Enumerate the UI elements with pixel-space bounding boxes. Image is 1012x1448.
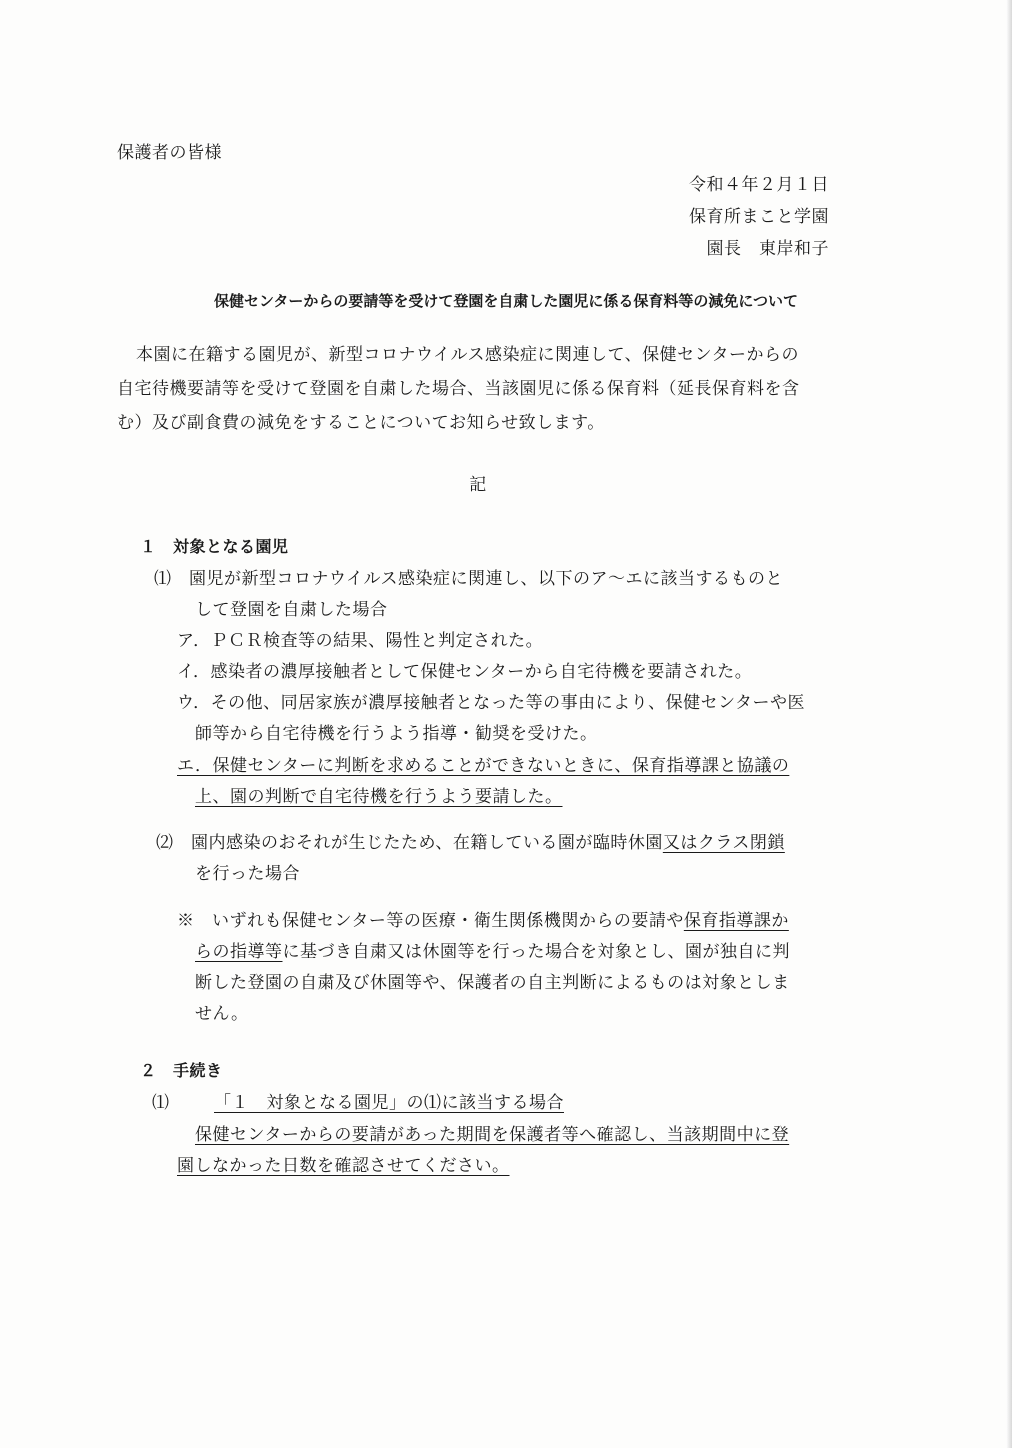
note-line2-underlined: らの指導等	[195, 942, 283, 962]
item-e-line1: エ．保健センターに判断を求めることができないときに、保育指導課と協議の	[177, 756, 790, 776]
section2-heading: ２ 手続き	[140, 1061, 223, 1080]
section2-item1-label: ⑴	[152, 1093, 170, 1113]
note-underlined: 保育指導課か	[683, 911, 789, 931]
intro-line-2: 自宅待機要請等を受けて登園を自粛した場合、当該園児に係る保育料（延長保育料を含	[117, 379, 800, 399]
director-name: 園長 東岸和子	[706, 239, 829, 259]
organization-name: 保育所まこと学園	[689, 207, 829, 227]
item-u-line1: ウ．その他、同居家族が濃厚接触者となった等の事由により、保健センターや医	[177, 693, 805, 713]
note-line3: 断した登園の自粛及び休園等や、保護者の自主判断によるものは対象としま	[195, 973, 790, 993]
section2-item1-title: 「１ 対象となる園児」の⑴に該当する場合	[214, 1093, 564, 1113]
section2-item1-body-line1: 保健センターからの要請があった期間を保護者等へ確認し、当該期間中に登	[195, 1125, 790, 1145]
note-text: ※ いずれも保健センター等の医療・衛生関係機関からの要請や	[177, 911, 684, 931]
note-line4: せん。	[195, 1004, 249, 1024]
section1-item2-line1	[156, 832, 785, 854]
date: 令和４年２月１日	[689, 175, 829, 195]
note-line2	[195, 941, 790, 963]
item-e-line2: 上、園の判断で自宅待機を行うよう要請した。	[195, 787, 563, 807]
section1-item2-text: ⑵ 園内感染のおそれが生じたため、在籍している園が臨時休園	[156, 833, 663, 853]
note-line2-text: に基づき自粛又は休園等を行った場合を対象とし、園が独自に判	[282, 942, 790, 962]
document-title: 保健センターからの要請等を受けて登園を自粛した園児に係る保育料等の減免について	[213, 292, 799, 310]
section1-item1-line1: ⑴ 園児が新型コロナウイルス感染症に関連し、以下のア～エに該当するものと	[154, 569, 783, 589]
note-line1	[177, 910, 789, 932]
item-i: イ．感染者の濃厚接触者として保健センターから自宅待機を要請された。	[177, 662, 753, 682]
item-a: ア．ＰＣＲ検査等の結果、陽性と判定された。	[177, 631, 544, 651]
section1-item1-line2: して登園を自粛した場合	[195, 600, 388, 620]
section1-heading: １ 対象となる園児	[140, 537, 289, 556]
section1-item2-underlined: 又はクラス閉鎖	[662, 833, 785, 853]
ki-heading: 記	[469, 475, 487, 495]
scan-edge-shadow	[1006, 0, 1012, 1448]
section1-item2-line2: を行った場合	[195, 864, 300, 884]
addressee: 保護者の皆様	[117, 143, 222, 163]
intro-line-1: 本園に在籍する園児が、新型コロナウイルス感染症に関連して、保健センターからの	[136, 345, 799, 365]
intro-line-3: む）及び副食費の減免をすることについてお知らせ致します。	[117, 413, 605, 433]
item-u-line2: 師等から自宅待機を行うよう指導・勧奨を受けた。	[195, 724, 598, 744]
section2-item1-body-line2: 園しなかった日数を確認させてください。	[177, 1156, 510, 1176]
